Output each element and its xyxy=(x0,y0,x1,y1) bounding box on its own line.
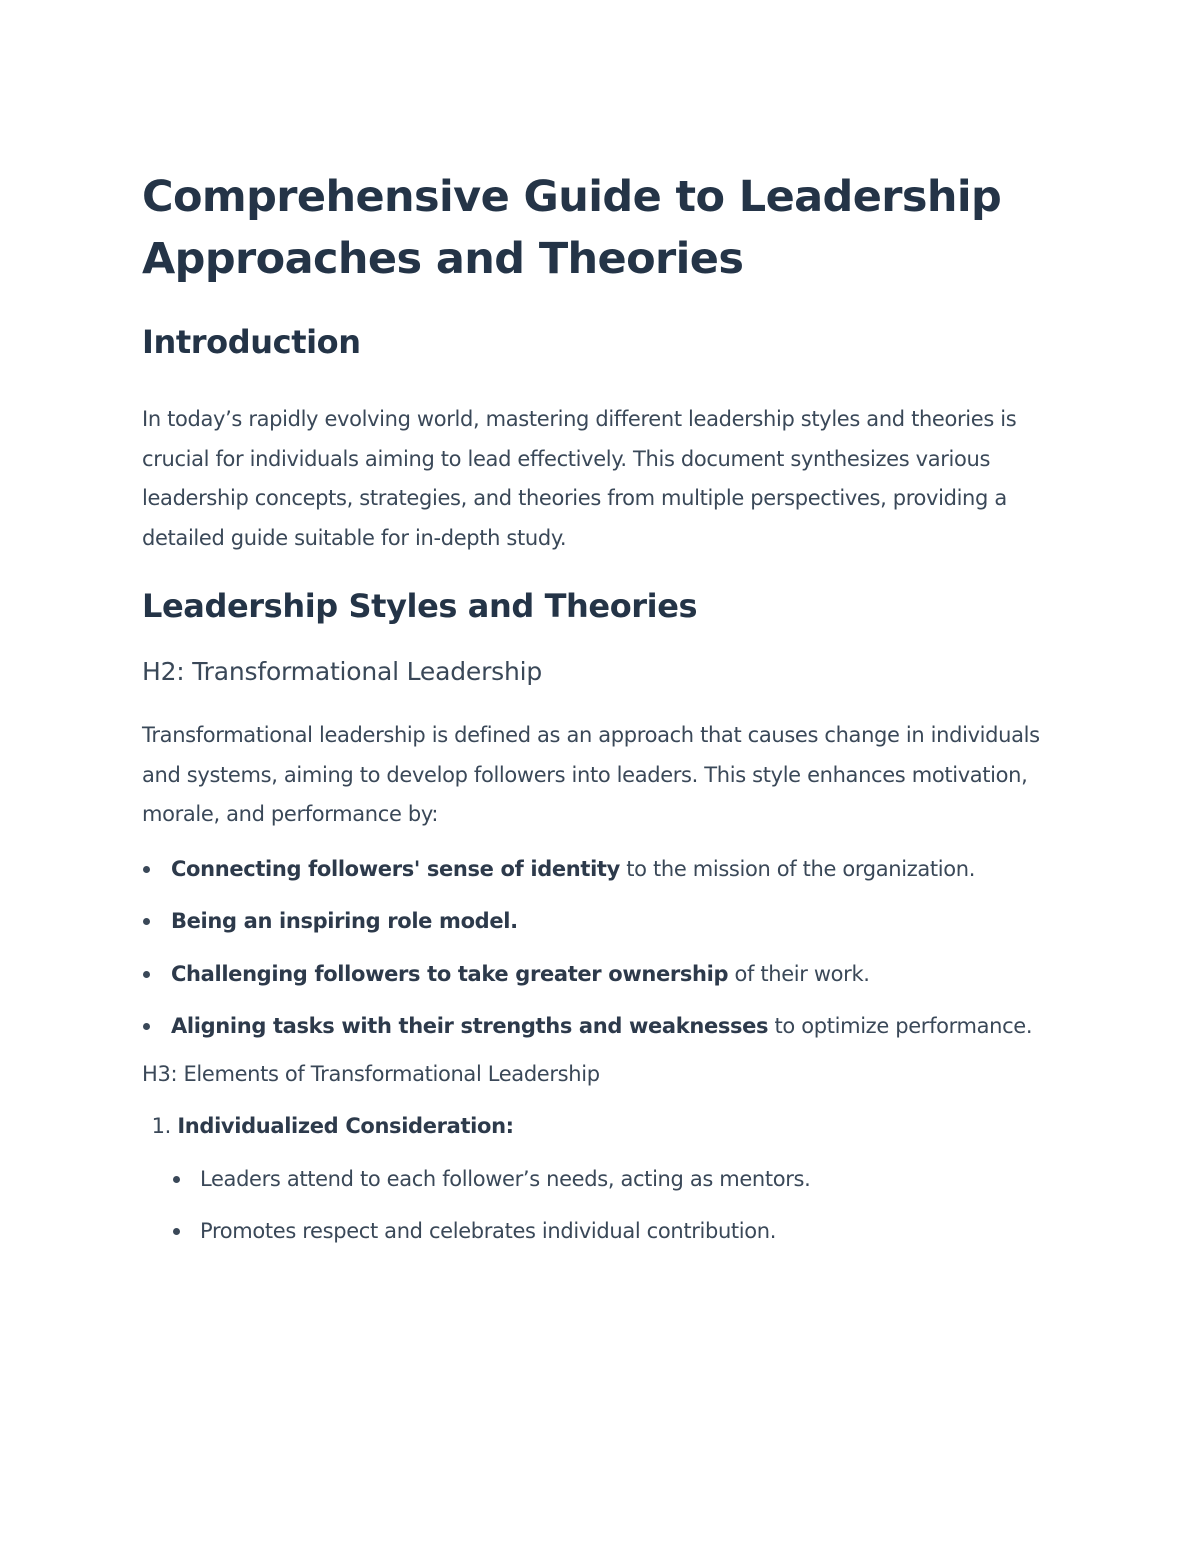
bullet-bold-text: Connecting followers' sense of identity xyxy=(171,856,620,881)
transformational-bullet-list xyxy=(142,850,1072,1047)
sub-bullet-list xyxy=(142,1160,1072,1252)
bullet-item xyxy=(142,902,1072,942)
document-title: Comprehensive Guide to Leadership Approaches and Theories xyxy=(142,172,1002,284)
bullet-bold-text: Being an inspiring role model. xyxy=(171,909,518,933)
introduction-heading: Introduction xyxy=(142,323,361,361)
bullet-text: of their work. xyxy=(728,961,870,986)
transformational-leadership-paragraph: Transformational leadership is defined as an approach that causes change in individuals and systems, aiming to develop followers into leaders. This style enhances motivation, morale, and performance by: xyxy=(142,723,1040,826)
document-page xyxy=(142,166,1072,1265)
bullet-item xyxy=(142,850,1072,890)
bullet-text: to the mission of the organization. xyxy=(619,856,976,881)
transformational-leadership-heading: H2: Transformational Leadership xyxy=(142,657,543,686)
bullet-bold-text: Challenging followers to take greater ownership xyxy=(171,961,729,986)
bullet-bold-text: Aligning tasks with their strengths and weaknesses xyxy=(171,1014,769,1038)
sub-bullet-item: Leaders attend to each follower’s needs, acting as mentors. xyxy=(142,1160,1072,1200)
elements-numbered-list xyxy=(142,1107,1072,1252)
leadership-styles-heading: Leadership Styles and Theories xyxy=(142,587,698,625)
item-label: Individualized Consideration: xyxy=(177,1114,514,1138)
bullet-text: to optimize performance. xyxy=(768,1014,1033,1038)
introduction-paragraph: In today’s rapidly evolving world, mastering different leadership styles and theories is crucial for individuals aiming to lead effectively. This document synthesizes various leadership concepts, strategies, and theories from multiple perspectives, providing a detailed guide suitable for in-depth study. xyxy=(142,407,1017,550)
elements-heading: H3: Elements of Transformational Leadership xyxy=(142,1061,600,1086)
bullet-item xyxy=(142,1007,1072,1047)
numbered-item xyxy=(142,1107,1072,1252)
bullet-item xyxy=(142,955,1072,995)
sub-bullet-item: Promotes respect and celebrates individual contribution. xyxy=(142,1212,1072,1252)
item-number: 1. xyxy=(151,1114,171,1138)
